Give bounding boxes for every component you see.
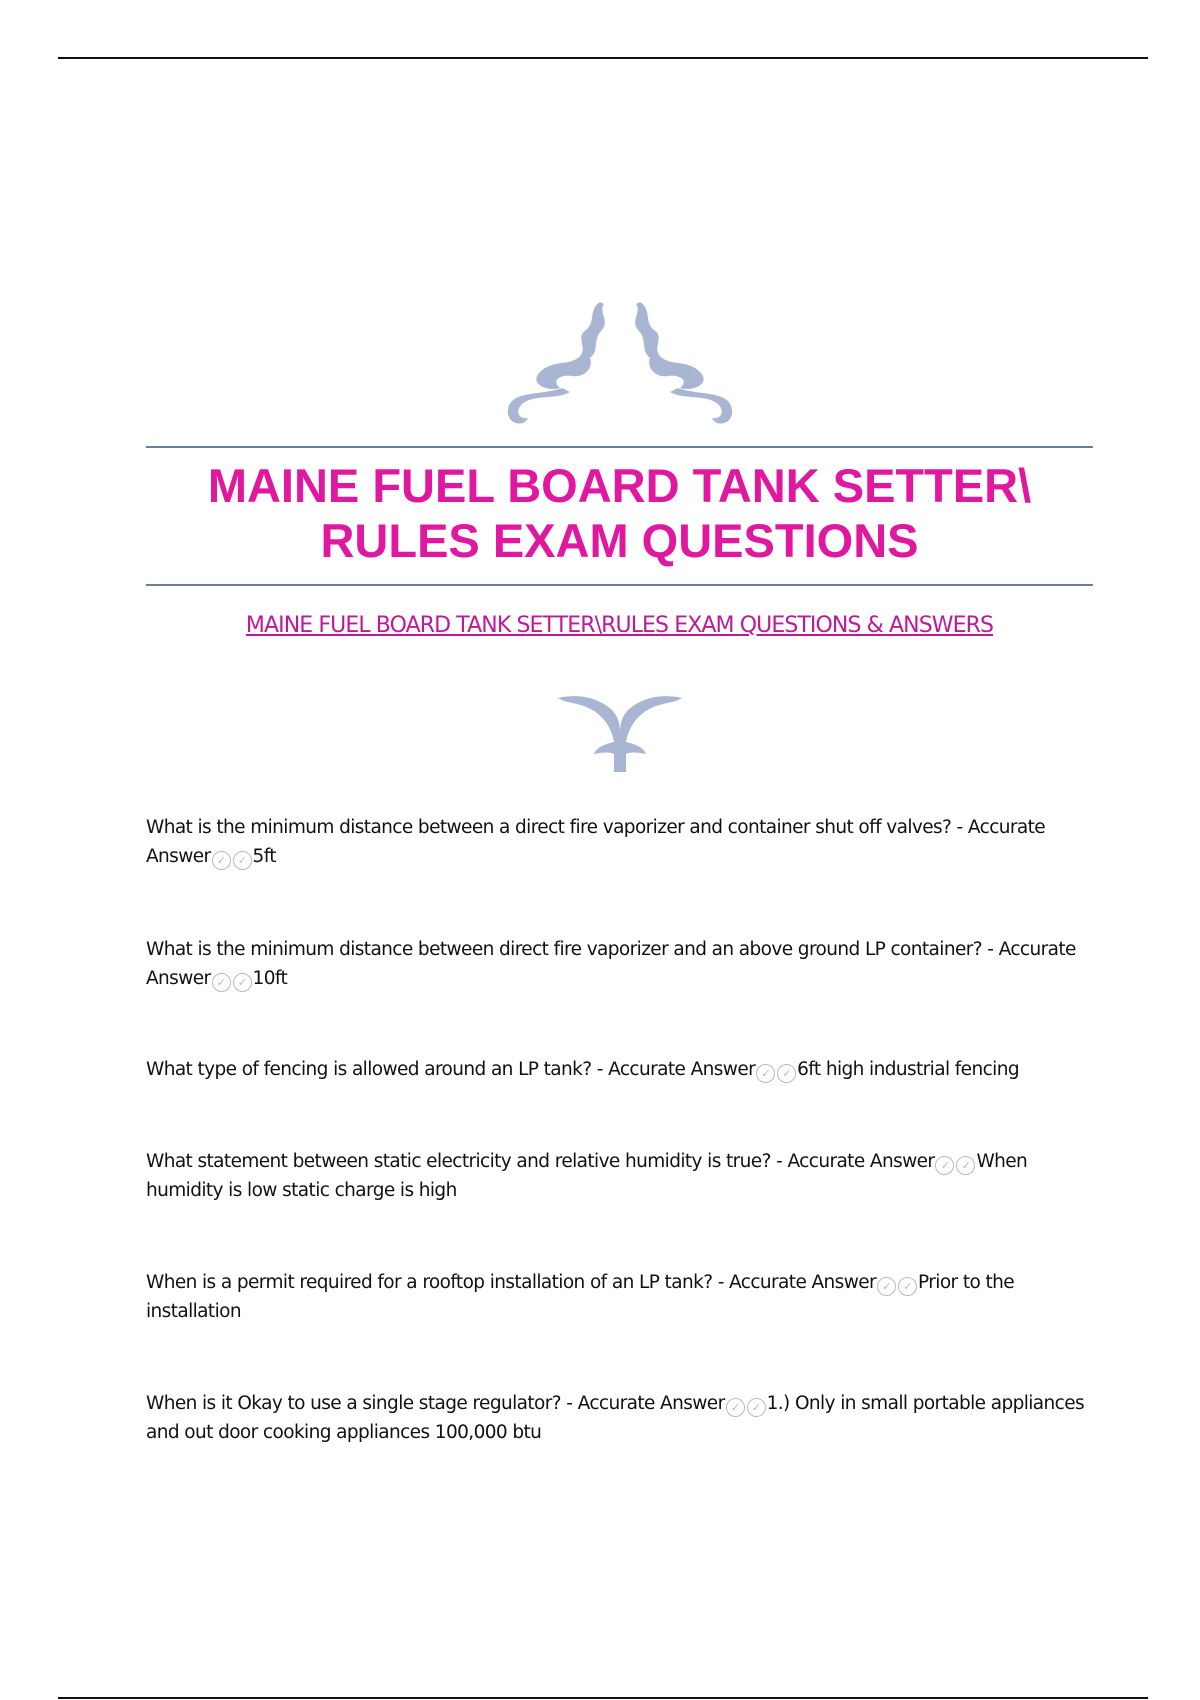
check-icon: ✓ [935,1156,954,1175]
title-line-1: MAINE FUEL BOARD TANK SETTER\ [207,459,1032,512]
question-text: When is it Okay to use a single stage regulator? - Accurate Answer [146,1393,725,1414]
check-icon: ✓ [212,973,231,992]
check-icon: ✓ [756,1064,775,1083]
check-icon: ✓ [777,1064,796,1083]
qa-item-6 [146,1389,1096,1447]
check-icon: ✓ [747,1398,766,1417]
check-icon: ✓ [233,851,252,870]
subtitle-link[interactable]: MAINE FUEL BOARD TANK SETTER\RULES EXAM QUESTIONS & ANSWERS [245,613,994,638]
qa-item-3 [146,1055,1096,1084]
page-top-rule [58,57,1148,59]
title-rule-top [146,446,1093,448]
question-text: What is the minimum distance between direct fire vaporizer and an above ground LP container? - Accurate Answer [146,939,1076,989]
answer-text: 5ft [252,846,276,867]
ornament-scroll-icon [500,300,740,428]
qa-item-2 [146,935,1096,993]
answer-text: Prior to the installation [146,1272,1015,1322]
ornament-fleur-icon [556,692,684,774]
qa-item-5 [146,1268,1096,1326]
check-icon: ✓ [898,1277,917,1296]
answer-text: 1.) Only in small portable appliances and out door cooking appliances 100,000 btu [146,1393,1085,1443]
check-icon: ✓ [726,1398,745,1417]
answer-text: When humidity is low static charge is high [146,1151,1028,1201]
question-text: When is a permit required for a rooftop installation of an LP tank? - Accurate Answer [146,1272,877,1293]
answer-text: 6ft high industrial fencing [797,1059,1019,1080]
check-icon: ✓ [956,1156,975,1175]
title-rule-bottom [146,584,1093,586]
page-bottom-rule [58,1697,1148,1699]
question-text: What type of fencing is allowed around an LP tank? - Accurate Answer [146,1059,756,1080]
title-line-2: RULES EXAM QUESTIONS [320,514,919,567]
check-icon: ✓ [212,851,231,870]
answer-text: 10ft [252,968,288,989]
question-text: What is the minimum distance between a direct fire vaporizer and container shut off valves? - Accurate Answer [146,817,1046,867]
qa-item-1 [146,813,1096,871]
page-title [146,458,1093,568]
qa-item-4 [146,1147,1096,1205]
check-icon: ✓ [877,1277,896,1296]
check-icon: ✓ [233,973,252,992]
question-text: What statement between static electricity and relative humidity is true? - Accurate Answer [146,1151,935,1172]
